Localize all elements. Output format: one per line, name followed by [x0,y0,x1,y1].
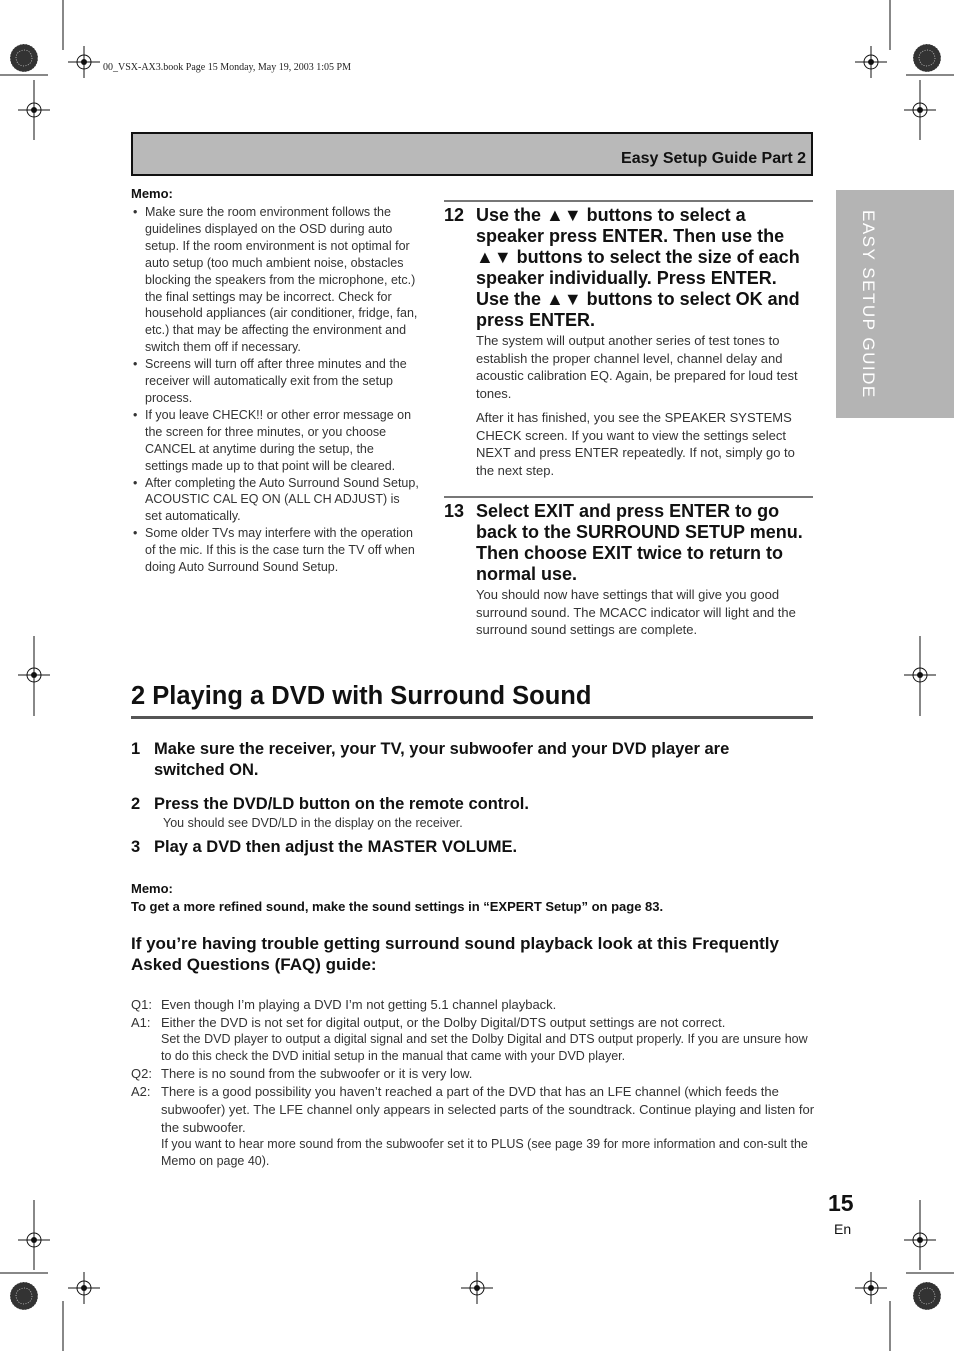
step13-rule [444,496,813,498]
faq-answer [131,1014,815,1032]
faq-key: A2: [131,1084,151,1100]
step12-heading-text: Use the ▲▼ buttons to select a speaker press ENTER. Then use the ▲▼ buttons to select the size of each speaker individually. Press ENTER. Use the ▲▼ buttons to select OK and press ENTER. [476,205,800,330]
section-rule [131,716,813,719]
memo-item: • Make sure the room environment follows the guidelines displayed on the OSD during auto setup. If the room environment is not optimal for auto setup (too much ambient noise, obstacles blocking the speakers from the microphone, etc.) the final settings may be incorrect. Check for household appliances (air conditioner, fridge, fan, etc.) that may be affecting the environment and switch them off if necessary. [131,204,419,356]
section-title: 2 Playing a DVD with Surround Sound [131,682,592,710]
language-code: En [834,1221,852,1237]
memo-item: • If you leave CHECK!! or other error message on the screen for three minutes, or you choose CANCEL at anytime during the setup, the settings made up to that point will be cleared. [131,407,419,475]
dvd-step-3 [131,837,813,858]
file-info: 00_VSX-AX3.book Page 15 Monday, May 19, 2003 1:05 PM [103,62,351,73]
faq-detail: Set the DVD player to output a digital signal and set the Dolby Digital and DTS output properly. If you are unsure how to do this check the DVD initial setup in the manual that came with your DVD player. [161,1032,808,1063]
dvd-step-2 [131,794,813,830]
step13-number: 13 [444,501,465,521]
dvd-step-text: Make sure the receiver, your TV, your subwoofer and your DVD player are switched ON. [154,740,730,779]
dvd-step-number: 2 [131,795,141,813]
faq-question [131,996,815,1014]
memo-item: • After completing the Auto Surround Sound Setup, ACOUSTIC CAL EQ ON (ALL CH ADJUST) is set automatically. [131,475,419,526]
step12 [444,205,813,480]
step12-body2: After it has finished, you see the SPEAKER SYSTEMS CHECK screen. If you want to view the settings select NEXT and press ENTER repeatedly. If not, simply go to the next step. [476,409,795,478]
memo-item: • Some older TVs may interfere with the operation of the mic. If this is the case turn the TV off when doing Auto Surround Sound Setup. [131,525,419,576]
dvd-step-number: 3 [131,838,141,856]
faq-text: Either the DVD is not set for digital output, or the Dolby Digital/DTS output settings are not correct. [161,1014,726,1030]
faq-list [131,996,815,1169]
memo2-label: Memo: [131,881,173,896]
faq-text: There is no sound from the subwoofer or it is very low. [161,1066,473,1082]
dvd-step-text: Press the DVD/LD button on the remote control. [154,795,529,813]
side-tab [836,190,954,418]
memo-item: • Screens will turn off after three minutes and the receiver will automatically exit from the setup process. [131,356,419,407]
faq-key: Q1: [131,997,152,1012]
faq-detail: If you want to hear more sound from the subwoofer set it to PLUS (see page 39 for more information and con-sult the Memo on page 40). [161,1137,808,1168]
dvd-step-1 [131,739,791,781]
faq-question [131,1065,815,1083]
memo-label: Memo: [131,186,173,201]
faq-key: A1: [131,1014,151,1030]
step12-heading [444,205,813,331]
faq-heading: If you’re having trouble getting surround sound playback look at this Frequently Asked Questions (FAQ) guide: [131,934,779,974]
step12-rule [444,200,813,202]
step12-body1: The system will output another series of test tones to establish the proper channel level, channel delay and acoustic calibration EQ. Again, be prepared for loud test tones. [476,333,798,402]
dvd-step-note: You should see DVD/LD in the display on the receiver. [163,816,463,830]
step12-number: 12 [444,205,465,225]
faq-text: Even though I’m playing a DVD I’m not getting 5.1 channel playback. [161,997,557,1012]
dvd-step-text: Play a DVD then adjust the MASTER VOLUME. [154,838,518,856]
step13-heading [444,501,813,585]
page-number: 15 [828,1190,854,1216]
faq-key: Q2: [131,1066,152,1082]
faq-answer [131,1083,815,1136]
side-tab-label: EASY SETUP GUIDE [859,210,878,399]
dvd-step-number: 1 [131,740,141,758]
memo2-text: To get a more refined sound, make the sound settings in “EXPERT Setup” on page 83. [131,899,664,914]
memo-list [131,204,419,576]
step13-body: You should now have settings that will give you good surround sound. The MCACC indicator will light and the surround sound settings are complete. [476,587,796,638]
step13 [444,501,813,639]
step13-heading-text: Select EXIT and press ENTER to go back to the SURROUND SETUP menu. Then choose EXIT twice to return to normal use. [476,501,803,584]
faq-text: There is a good possibility you haven’t reached a part of the DVD that has an LFE channel (which feeds the subwoofer) yet. The LFE channel only appears in selected parts of the soundtrack. Continue playing and listen for the subwoofer. [161,1084,815,1135]
header-title: Easy Setup Guide Part 2 [621,150,806,167]
